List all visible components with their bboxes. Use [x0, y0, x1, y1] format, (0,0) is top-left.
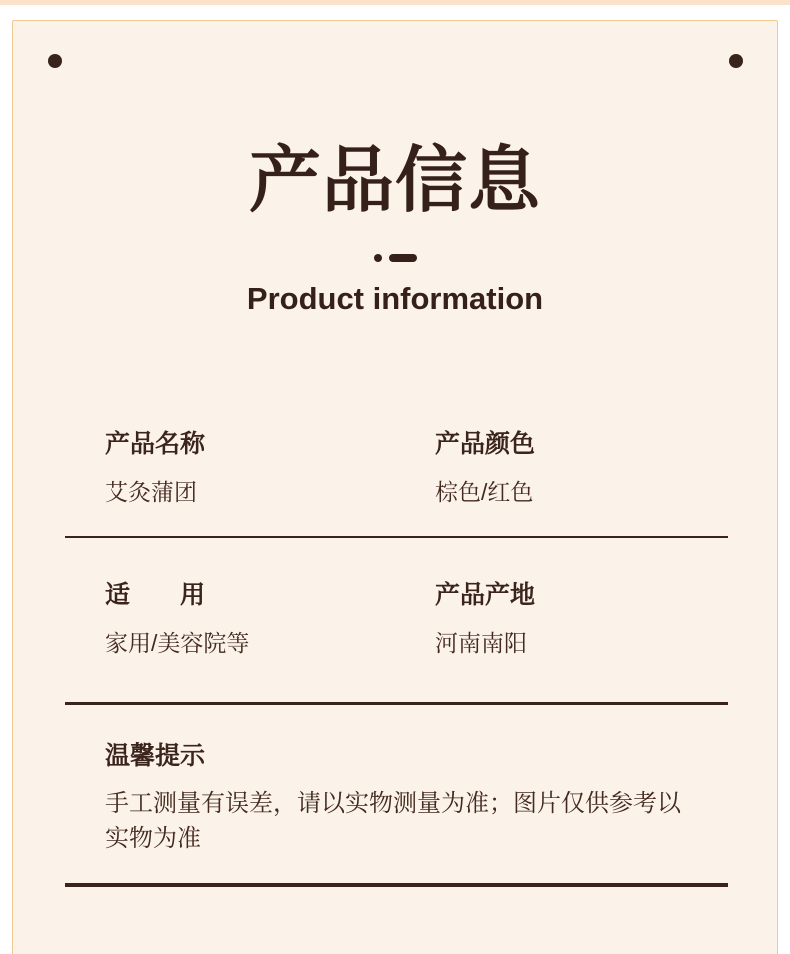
detail-value: 家用/美容院等 — [105, 630, 250, 656]
divider-bottom — [65, 883, 728, 887]
detail-value: 艾灸蒲团 — [105, 479, 197, 505]
tips-section — [105, 740, 685, 856]
top-strip — [0, 0, 790, 5]
detail-label: 适 用 — [105, 581, 206, 609]
mark-dash-icon — [389, 254, 417, 262]
corner-dot-left — [48, 54, 62, 68]
detail-product-name — [105, 428, 205, 507]
divider — [65, 536, 728, 538]
detail-label: 产品产地 — [435, 581, 536, 609]
page-subtitle: Product information — [246, 281, 544, 316]
detail-product-color — [435, 428, 535, 507]
divider — [65, 702, 728, 705]
detail-label: 产品名称 — [105, 430, 206, 458]
detail-origin — [435, 579, 535, 658]
detail-label: 产品颜色 — [435, 430, 536, 458]
page-title: 产品信息 — [248, 141, 541, 221]
header — [0, 142, 790, 317]
tips-label: 温馨提示 — [105, 742, 206, 770]
detail-usage — [105, 579, 249, 658]
tips-text: 手工测量有误差，请以实物测量为准；图片仅供参考以实物为准 — [105, 790, 681, 852]
detail-value: 棕色/红色 — [435, 479, 534, 505]
mark-dot-icon — [374, 254, 382, 262]
corner-dot-right — [729, 54, 743, 68]
detail-value: 河南南阳 — [435, 630, 527, 656]
dot-dash-divider — [0, 254, 790, 262]
